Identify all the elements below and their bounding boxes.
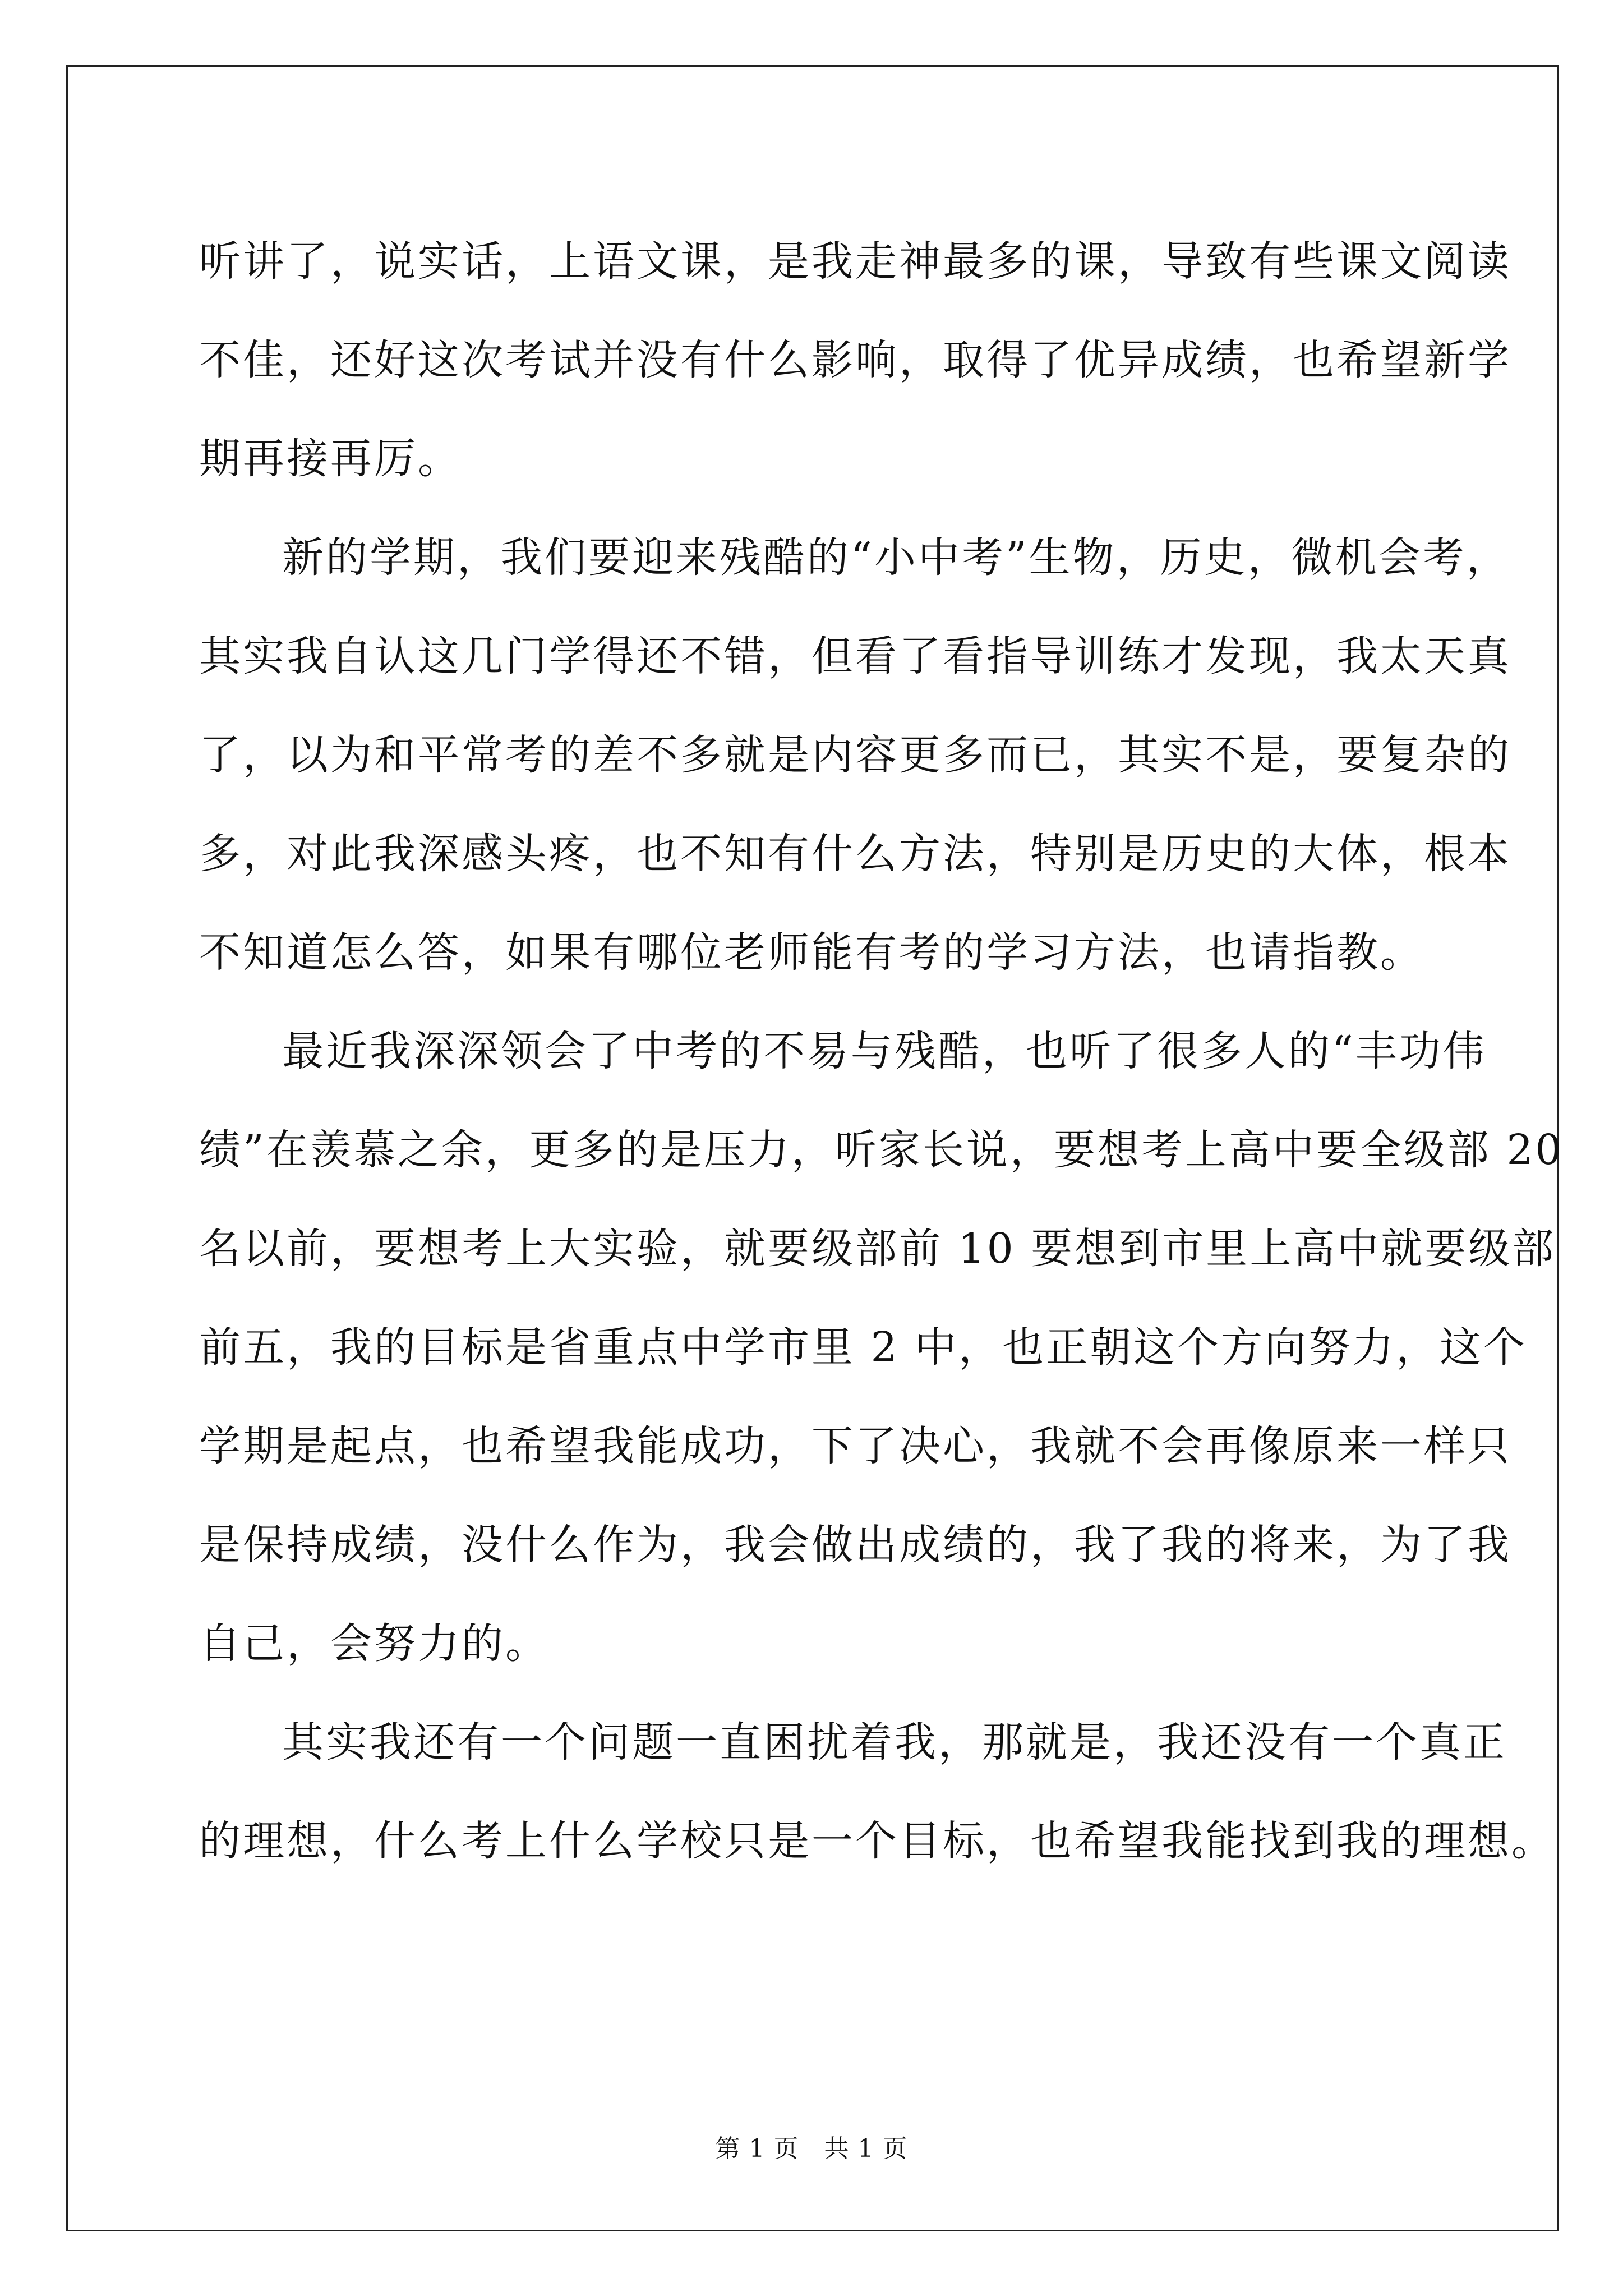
paragraph-first-line: 最近我深深领会了中考的不易与残酷，也听了很多人的“丰功伟: [282, 1027, 1487, 1075]
paragraph-first-line: 其实我还有一个问题一直困扰着我，那就是，我还没有一个真正: [282, 1718, 1507, 1766]
paragraph-first-line: 新的学期，我们要迎来残酷的“小中考”生物，历史，微机会考，: [282, 533, 1510, 582]
text-line: 学期是起点，也希望我能成功，下了决心，我就不会再像原来一样只: [199, 1422, 1511, 1470]
document-body: [199, 212, 1564, 1890]
text-line: 绩”在羡慕之余，更多的是压力，听家长说，要想考上高中要全级部 20: [199, 1126, 1564, 1174]
text-line: 了，以为和平常考的差不多就是内容更多而已，其实不是，要复杂的: [199, 731, 1511, 779]
text-line: 不佳，还好这次考试并没有什么影响，取得了优异成绩，也希望新学: [199, 336, 1511, 384]
text-line: 的理想，什么考上什么学校只是一个目标，也希望我能找到我的理想。: [199, 1817, 1555, 1865]
text-line: 听讲了，说实话，上语文课，是我走神最多的课，导致有些课文阅读: [199, 237, 1511, 286]
text-line: 期再接再厉。: [199, 435, 462, 483]
text-line: 不知道怎么答，如果有哪位老师能有考的学习方法，也请指教。: [199, 928, 1424, 977]
text-line: 自己，会努力的。: [199, 1619, 549, 1668]
page-number-footer: 第 1 页 共 1 页: [715, 2134, 908, 2163]
text-line: 其实我自认这几门学得还不错，但看了看指导训练才发现，我太天真: [199, 632, 1511, 680]
text-line: 是保持成绩，没什么作为，我会做出成绩的，我了我的将来，为了我: [199, 1521, 1511, 1569]
text-line: 前五，我的目标是省重点中学市里 2 中，也正朝这个方向努力，这个: [199, 1323, 1528, 1372]
text-line: 名以前，要想考上大实验，就要级部前 10 要想到市里上高中就要级部: [199, 1225, 1556, 1273]
text-line: 多，对此我深感头疼，也不知有什么方法，特别是历史的大体，根本: [199, 830, 1511, 878]
